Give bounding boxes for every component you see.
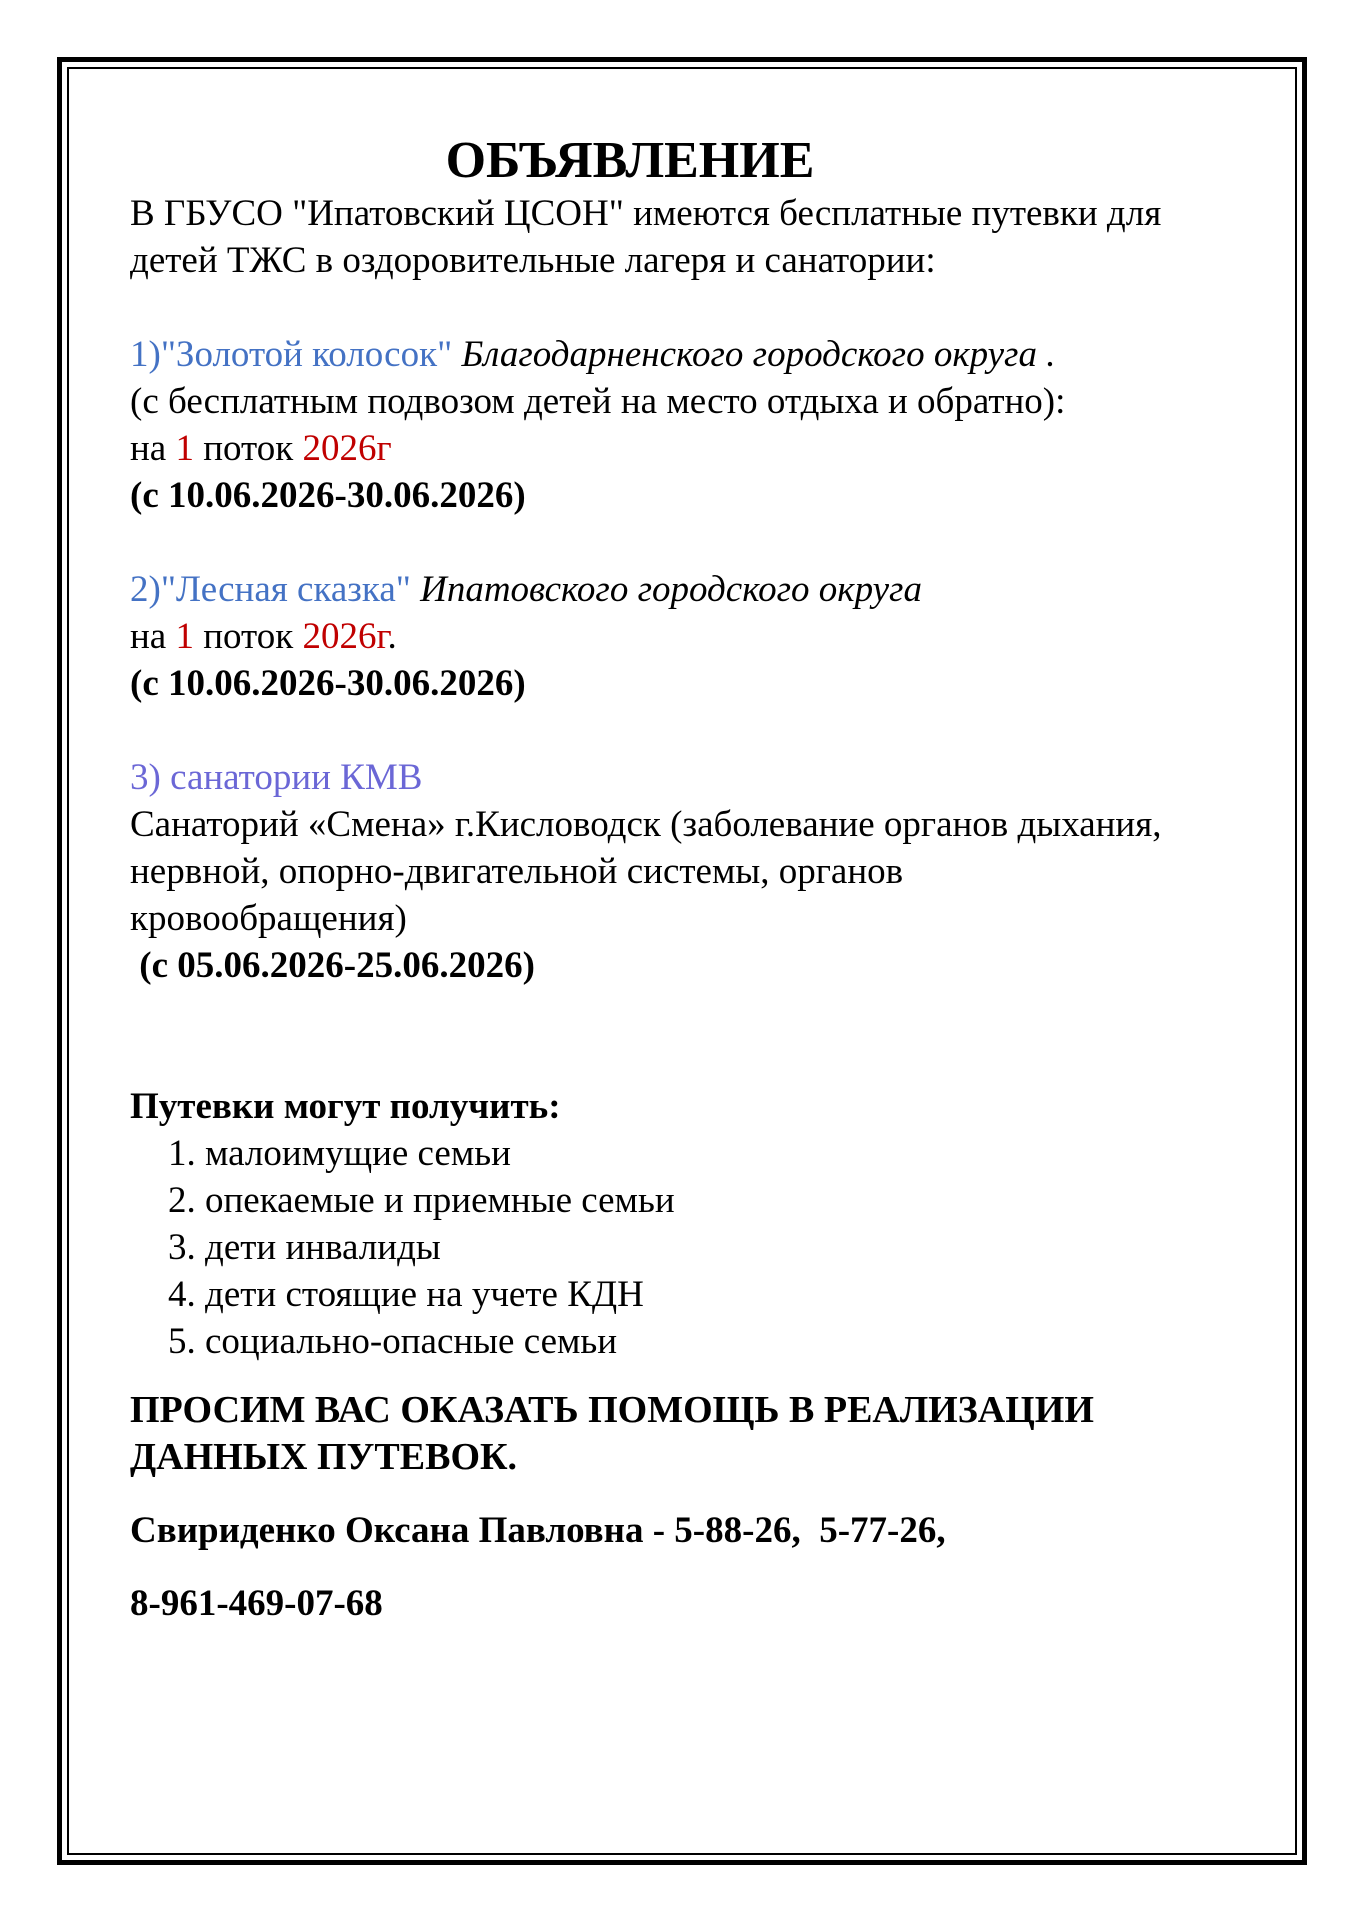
camp2-location: Ипатовского городского округа [420, 569, 922, 610]
list-item: 1. малоимущие семьи [168, 1133, 511, 1174]
list-item: 2. опекаемые и приемные семьи [168, 1180, 675, 1221]
appeal-line-2: ДАННЫХ ПУТЕВОК. [130, 1436, 518, 1478]
spacer [130, 1036, 1300, 1083]
spacer [130, 1481, 1300, 1507]
intro-line-2: детей ТЖС в оздоровительные лагеря и санатории: [130, 240, 936, 281]
intro-line-1: В ГБУСО "Ипатовский ЦСОН" имеются бесплатные путевки для [130, 193, 1162, 234]
camp2-stream [130, 613, 1300, 660]
contact-line: Свириденко Оксана Павловна - 5-88-26, 5-77-26, [130, 1510, 946, 1551]
camp1-title [130, 331, 1300, 378]
list-item: 4. дети стоящие на учете КДН [168, 1274, 644, 1315]
eligibility-heading: Путевки могут получить: [130, 1086, 561, 1127]
camp3-dates: (с 05.06.2026-25.06.2026) [130, 945, 535, 986]
camp1-transport: (с бесплатным подвозом детей на место отдыха и обратно): [130, 381, 1066, 422]
camp1-stream-year: 2026г [302, 428, 392, 469]
camp1-stream [130, 425, 1300, 472]
spacer [130, 989, 1300, 1036]
camp1-stream-word: поток [193, 428, 303, 469]
spacer [130, 519, 1300, 566]
camp2-stream-year: 2026г [302, 616, 388, 657]
camp1-name: 1)"Золотой колосок" [130, 334, 453, 375]
title-text: ОБЪЯВЛЕНИЕ [445, 132, 815, 189]
appeal-line-1: ПРОСИМ ВАС ОКАЗАТЬ ПОМОЩЬ В РЕАЛИЗАЦИИ [130, 1389, 1094, 1431]
contact-mobile: 8-961-469-07-68 [130, 1583, 383, 1624]
eligibility-list [130, 1130, 1300, 1365]
camp2-stream-number: 1 [175, 616, 194, 657]
announcement-content [130, 130, 1300, 1627]
camp1-stream-number: 1 [175, 428, 194, 469]
camp2-dates: (с 10.06.2026-30.06.2026) [130, 663, 526, 704]
spacer [130, 707, 1300, 754]
spacer [130, 1365, 1300, 1387]
camp2-stream-word: поток [193, 616, 303, 657]
camp2-stream-prefix: на [130, 616, 176, 657]
camp1-stream-prefix: на [130, 428, 176, 469]
camp3-name: 3) санатории КМВ [130, 757, 423, 798]
camp2-name: 2)"Лесная сказка" [130, 569, 411, 610]
camp3-line-3: кровообращения) [130, 898, 407, 939]
camp3-line-1: Санаторий «Смена» г.Кисловодск (заболевание органов дыхания, [130, 804, 1162, 845]
camp2-title [130, 566, 1300, 613]
list-item: 5. социально-опасные семьи [168, 1321, 618, 1362]
camp1-dates: (с 10.06.2026-30.06.2026) [130, 475, 526, 516]
list-item: 3. дети инвалиды [168, 1227, 441, 1268]
camp3-line-2: нервной, опорно-двигательной системы, органов [130, 851, 904, 892]
camp1-location: Благодарненского городского округа . [461, 334, 1056, 375]
spacer [130, 1554, 1300, 1580]
camp2-stream-suffix: . [387, 616, 397, 657]
page-title [0, 130, 1170, 192]
spacer [130, 284, 1300, 331]
